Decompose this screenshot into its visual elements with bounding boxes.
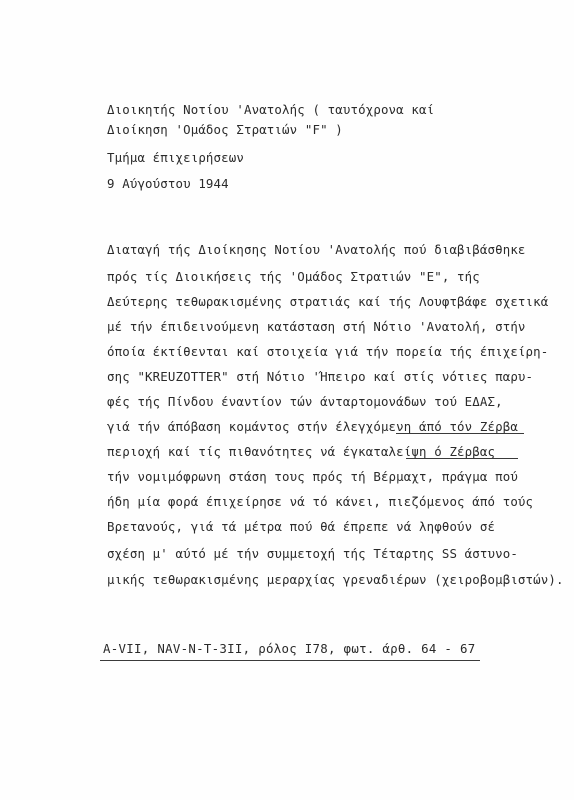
body-line: πρός τίς Διοικήσεις τής 'Ομάδος Στρατιών "Ε", τής (107, 269, 480, 284)
body-line: ήδη μία φορά έπιχείρησε νά τό κάνει, πιεζόμενος άπό τούς (107, 494, 534, 509)
body-line: σης "KREUZOTTER" στή Νότιο 'Ήπειρο καί στίς νότιες παρυ- (107, 369, 534, 384)
body-line: περιοχή καί τίς πιθανότητες νά έγκαταλείψη ό Ζέρβας (107, 444, 496, 459)
body-line: σχέση μ' αύτό μέ τήν συμμετοχή τής Τέταρτης SS άστυνο- (107, 546, 518, 561)
body-line: Βρετανούς, γιά τά μέτρα πού θά έπρεπε νά ληφθούν σέ (107, 519, 496, 534)
body-line: γιά τήν άπόβαση κομάντος στήν έλεγχόμενη άπό τόν Ζέρβα (107, 419, 518, 434)
header-command-line: Διοικητής Νοτίου 'Ανατολής ( ταυτόχρονα καί (107, 102, 435, 117)
body-line: Διαταγή τής Διοίκησης Νοτίου 'Ανατολής πού διαβιβάσθηκε (107, 242, 526, 257)
body-line: τήν νομιμόφρωνη στάση τους πρός τή Βέρμαχτ, πράγμα πού (107, 469, 518, 484)
body-line: μέ τήν έπιδεινούμενη κατάσταση στή Νότιο 'Ανατολή, στήν (107, 319, 526, 334)
body-line: φές τής Πίνδου έναντίον τών άνταρτομονάδων τού ΕΔΑΣ, (107, 394, 503, 409)
underline-mark (396, 433, 524, 434)
header-army-group-line: Διοίκηση 'Ομάδος Στρατιών "F" ) (107, 122, 343, 137)
underline-mark (406, 458, 518, 459)
archive-reference: A-VII, NAV-N-T-3II, ρόλος I78, φωτ. άρθ. 64 - 67 (103, 641, 476, 656)
reference-underline (100, 660, 480, 661)
header-date-line: 9 Αύγούστου 1944 (107, 176, 229, 191)
header-department-line: Τμήμα έπιχειρήσεων (107, 150, 244, 165)
body-line: μικής τεθωρακισμένης μεραρχίας γρεναδιέρων (χειροβομβιστών). (107, 572, 564, 587)
body-line: Δεύτερης τεθωρακισμένης στρατιάς καί τής Λουφτβάφε σχετικά (107, 294, 549, 309)
body-line: όποία έκτίθενται καί στοιχεία γιά τήν πορεία τής έπιχείρη- (107, 344, 549, 359)
